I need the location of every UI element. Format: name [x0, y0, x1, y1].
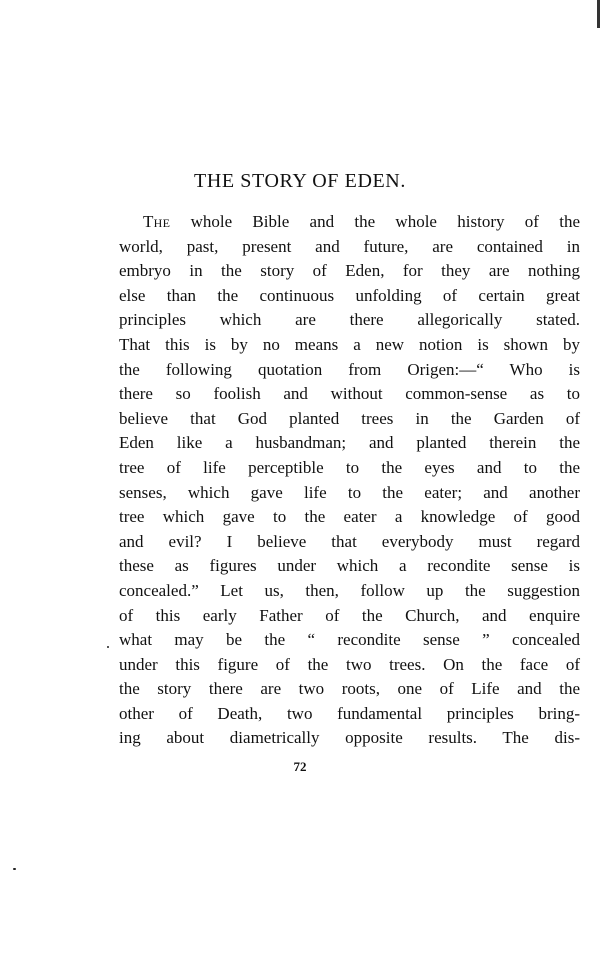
text-line-17: of this early Father of the Church, and enquire	[119, 605, 580, 625]
page-number: 72	[293, 759, 307, 774]
chapter-title: THE STORY OF EDEN.	[194, 170, 406, 192]
text-line-22: ing about diametrically opposite results. The dis-	[119, 728, 580, 748]
text-line-14: and evil? I believe that everybody must regard	[119, 531, 580, 551]
scan-speck	[107, 646, 109, 648]
text-line-1-rest: whole Bible and the whole history of the	[170, 212, 580, 231]
text-line-3: embryo in the story of Eden, for they are nothing	[119, 261, 580, 281]
text-line-21: other of Death, two fundamental principles bring-	[119, 703, 580, 723]
text-line-18: what may be the “ recondite sense ” concealed	[119, 630, 580, 650]
text-line-7: the following quotation from Origen:—“ Who is	[119, 359, 580, 379]
text-line-13: tree which gave to the eater a knowledge of good	[119, 507, 580, 527]
text-line-6: That this is by no means a new notion is shown by	[119, 334, 580, 354]
scan-speck	[13, 868, 16, 870]
text-line-5: principles which are there allegorically stated.	[119, 310, 580, 330]
opening-word: The	[143, 212, 171, 231]
text-line-8: there so foolish and without common-sense as to	[119, 384, 580, 404]
text-line-11: tree of life perceptible to the eyes and to the	[119, 457, 580, 477]
text-line-16: concealed.” Let us, then, follow up the suggestion	[119, 580, 580, 600]
text-line-2: world, past, present and future, are contained in	[119, 236, 580, 256]
text-line-15: these as figures under which a recondite sense is	[119, 556, 580, 576]
text-line-1	[119, 210, 580, 235]
text-line-4: else than the continuous unfolding of certain great	[119, 285, 580, 305]
body-paragraph	[119, 210, 580, 751]
text-line-12: senses, which gave life to the eater; and another	[119, 482, 580, 502]
text-line-20: the story there are two roots, one of Life and the	[119, 679, 580, 699]
text-line-10: Eden like a husbandman; and planted therein the	[119, 433, 580, 453]
text-line-19: under this figure of the two trees. On the face of	[119, 654, 580, 674]
text-line-9: believe that God planted trees in the Garden of	[119, 408, 580, 428]
